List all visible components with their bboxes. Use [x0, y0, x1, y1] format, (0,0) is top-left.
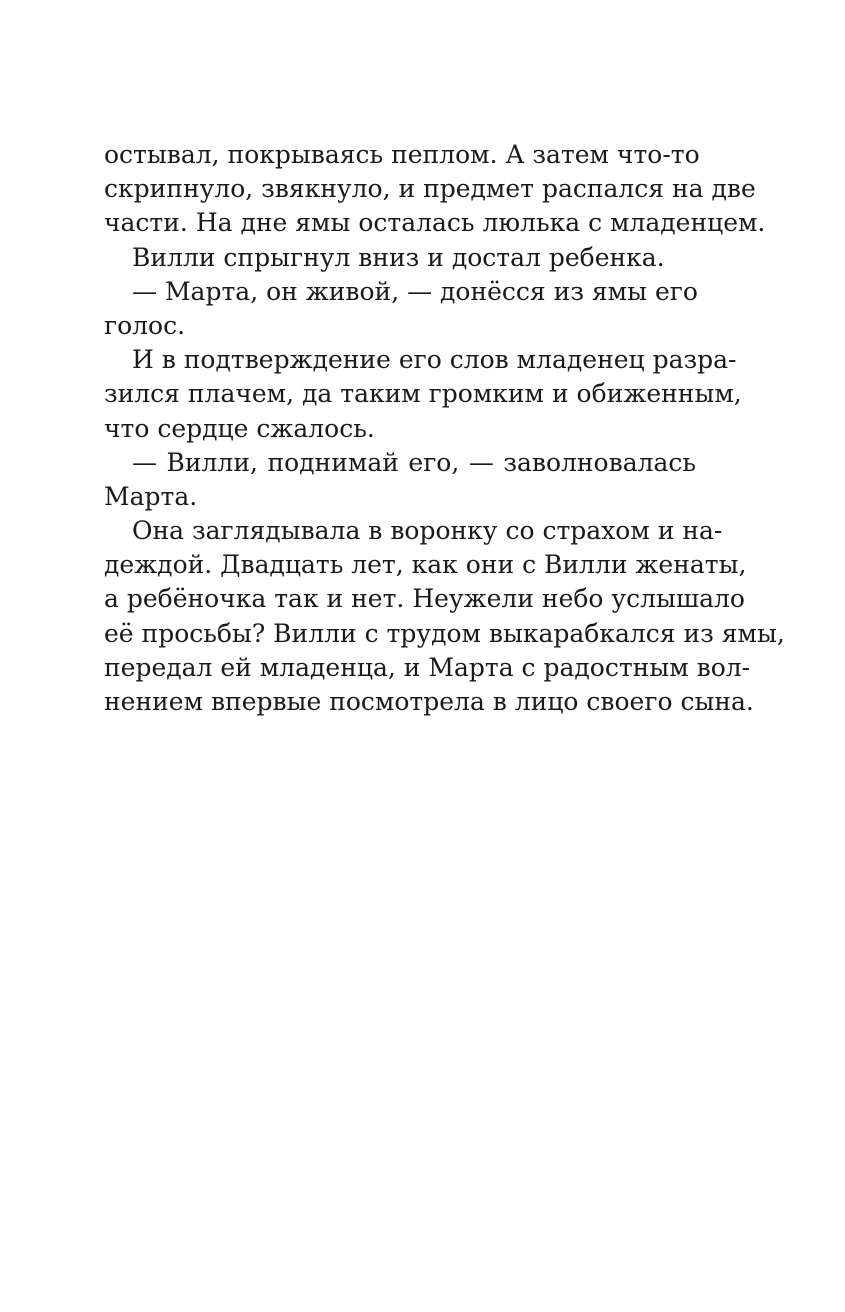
- text-line: голос.: [104, 310, 186, 340]
- text-line: что сердце сжалось.: [104, 413, 375, 443]
- text-line: остывал, покрываясь пеплом. А затем что-то: [104, 140, 700, 169]
- text-line: Марта.: [104, 481, 198, 511]
- text-line: Вилли спрыгнул вниз и достал ребенка.: [132, 242, 665, 272]
- text-line: её просьбы? Вилли с трудом выкарабкался из ямы,: [104, 618, 785, 648]
- text-line: нением впервые посмотрела в лицо своего сына.: [104, 687, 754, 716]
- text-line: а ребёночка так и нет. Неужели небо услышало: [104, 584, 745, 614]
- body-text: [104, 138, 785, 719]
- text-line: И в подтверждение его слов младенец разра-: [132, 345, 737, 375]
- text-line: — Вилли, поднимай его, — заволновалась: [132, 447, 696, 477]
- text-line: части. На дне ямы осталась люлька с младенцем.: [104, 208, 766, 238]
- text-line: зился плачем, да таким громким и обиженным,: [104, 379, 742, 409]
- text-line: — Марта, он живой, — донёсся из ямы его: [132, 276, 698, 306]
- text-line: Она заглядывала в воронку со страхом и на-: [132, 516, 723, 546]
- text-line: скрипнуло, звякнуло, и предмет распался на две: [104, 174, 756, 204]
- text-line: передал ей младенца, и Марта с радостным вол-: [104, 652, 751, 682]
- text-line: деждой. Двадцать лет, как они с Вилли женаты,: [104, 550, 747, 580]
